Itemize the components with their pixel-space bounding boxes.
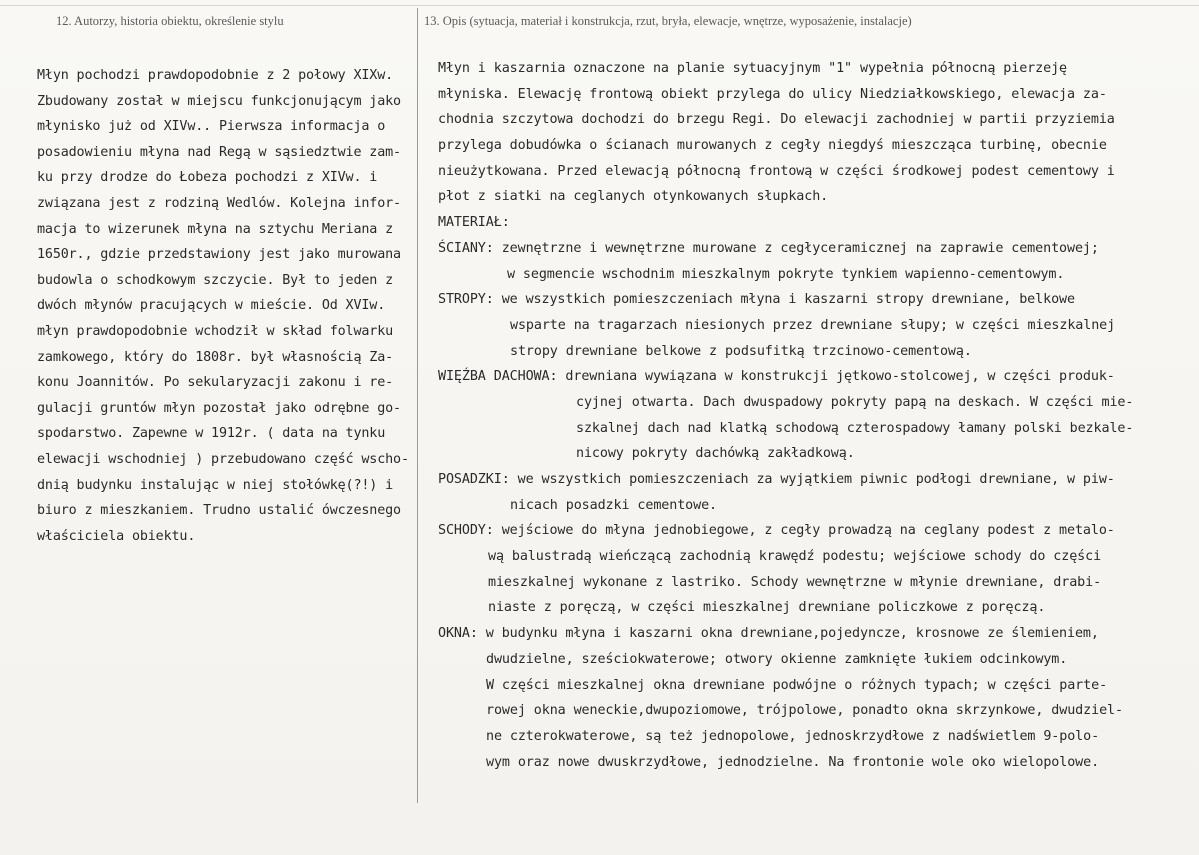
history-text-line: Zbudowany został w miejscu funkcjonującym jako <box>37 93 401 109</box>
history-text-column <box>37 63 427 549</box>
description-text-line: W części mieszkalnej okna drewniane podwójne o różnych typach; w części parte- <box>486 677 1108 693</box>
history-text-line: elewacji wschodniej ) przebudowano część wscho- <box>37 451 409 467</box>
description-text-column <box>438 56 1178 775</box>
description-text-line: rowej okna weneckie,dwupoziomowe, trójpolowe, ponadto okna skrzynkowe, dwudziel- <box>486 703 1123 719</box>
history-text-line: zamkowego, który do 1808r. był własnością Za- <box>37 349 394 365</box>
section-12-header: 12. Autorzy, historia obiektu, określenie stylu <box>56 14 284 28</box>
history-text-line: dnią budynku instalując w niej stołówkę(?!) i <box>37 477 394 493</box>
history-text-line: gulacji gruntów młyn pozostał jako odrębne go- <box>37 400 401 416</box>
description-text-line: OKNA: w budynku młyna i kaszarni okna drewniane,pojedyncze, krosnowe ze ślemieniem, <box>438 626 1099 642</box>
description-text-line: POSADZKI: we wszystkich pomieszczeniach za wyjątkiem piwnic podłogi drewniane, w piw- <box>438 472 1115 487</box>
history-text-line: związana jest z rodziną Wedlów. Kolejna infor- <box>37 195 401 211</box>
history-text-line: posadowieniu młyna nad Regą w sąsiedztwie zam- <box>37 144 401 160</box>
description-text-line: ŚCIANY: zewnętrzne i wewnętrzne murowane z cegłyceramicznej na zaprawie cementowej; <box>438 240 1099 256</box>
description-text-line: dwudzielne, sześciokwaterowe; otwory okienne zamknięte łukiem odcinkowym. <box>486 651 1068 667</box>
history-text-line: Młyn pochodzi prawdopodobnie z 2 połowy XIXw. <box>37 68 394 83</box>
description-text-line: szkalnej dach nad klatką schodową czterospadowy łamany polski bezkale- <box>576 420 1134 436</box>
description-text-line: nicowy pokryty dachówką zakładkową. <box>576 446 855 462</box>
description-text-line: w segmencie wschodnim mieszkalnym pokryte tynkiem wapienno-cementowym. <box>507 266 1065 282</box>
top-border-line <box>0 5 1199 6</box>
history-text-line: ku przy drodze do Łobeza pochodzi z XIVw. i <box>37 170 378 186</box>
description-text-line: niaste z poręczą, w części mieszkalnej drewniane policzkowe z poręczą. <box>488 600 1046 616</box>
history-text-line: biuro z mieszkaniem. Trudno ustalić ówczesnego <box>37 503 401 519</box>
history-text-line: macja to wizerunek młyna na sztychu Meriana z <box>37 221 394 237</box>
history-text-line: 1650r., gdzie przedstawiony jest jako murowana <box>37 247 401 263</box>
description-text-line: płot z siatki na ceglanych otynkowanych słupkach. <box>438 189 829 205</box>
description-text-line: nicach posadzki cementowe. <box>510 497 718 513</box>
description-text-line: młyniska. Elewację frontową obiekt przylega do ulicy Niedziałkowskiego, elewacja za- <box>438 86 1107 102</box>
history-text-line: właściciela obiektu. <box>37 528 196 544</box>
description-text-line: SCHODY: wejściowe do młyna jednobiegowe, z cegły prowadzą na ceglany podest z metalo- <box>438 523 1115 539</box>
history-text-line: młyn prawdopodobnie wchodził w skład folwarku <box>37 323 394 339</box>
description-text-line: przylega dobudówka o ścianach murowanych z cegły niegdyś mieszcząca turbinę, obecnie <box>438 138 1107 154</box>
description-text-line: chodnia szczytowa dochodzi do brzegu Regi. Do elewacji zachodniej w partii przyziemia <box>438 112 1115 128</box>
description-text-line: cyjnej otwarta. Dach dwuspadowy pokryty papą na deskach. W części mie- <box>576 394 1134 410</box>
history-text-line: młynisko już od XIVw.. Pierwsza informacja o <box>37 119 386 135</box>
section-13-header: 13. Opis (sytuacja, materiał i konstrukcja, rzut, bryła, elewacje, wnętrze, wyposażenie, instalacje) <box>424 14 912 28</box>
description-text-line: stropy drewniane belkowe z podsufitką trzcinowo-cementową. <box>510 343 972 359</box>
description-text-line: wsparte na tragarzach niesionych przez drewniane słupy; w części mieszkalnej <box>510 317 1116 333</box>
description-text-line: STROPY: we wszystkich pomieszczeniach młyna i kaszarni stropy drewniane, belkowe <box>438 292 1075 308</box>
history-text-line: spodarstwo. Zapewne w 1912r. ( data na tynku <box>37 426 386 442</box>
description-text-line: wym oraz nowe dwuskrzydłowe, jednodzielne. Na frontonie wole oko wielopolowe. <box>486 754 1100 770</box>
history-text-line: budowla o schodkowym szczycie. Był to jeden z <box>37 272 394 288</box>
description-text-line: MATERIAŁ: <box>438 215 510 231</box>
description-text-line: WIĘŹBA DACHOWA: drewniana wywiązana w konstrukcji jętkowo-stolcowej, w części produk- <box>438 369 1115 385</box>
description-text-line: ne czterokwaterowe, są też jednopolowe, jednoskrzydłowe z nadświetlem 9-polo- <box>486 728 1100 744</box>
history-text-line: konu Joannitów. Po sekularyzacji zakonu i re- <box>37 375 394 391</box>
description-text-line: Młyn i kaszarnia oznaczone na planie sytuacyjnym "1" wypełnia północną pierzeję <box>438 61 1067 76</box>
description-text-line: mieszkalnej wykonane z lastriko. Schody wewnętrzne w młynie drewniane, drabi- <box>488 574 1102 590</box>
description-text-line: nieużytkowana. Przed elewacją północną frontową w części środkowej podest cementowy i <box>438 163 1115 179</box>
description-text-line: wą balustradą wieńczącą zachodnią krawędź podestu; wejściowe schody do części <box>488 549 1102 565</box>
history-text-line: dwóch młynów pracujących w mieście. Od XVIw. <box>37 298 386 314</box>
